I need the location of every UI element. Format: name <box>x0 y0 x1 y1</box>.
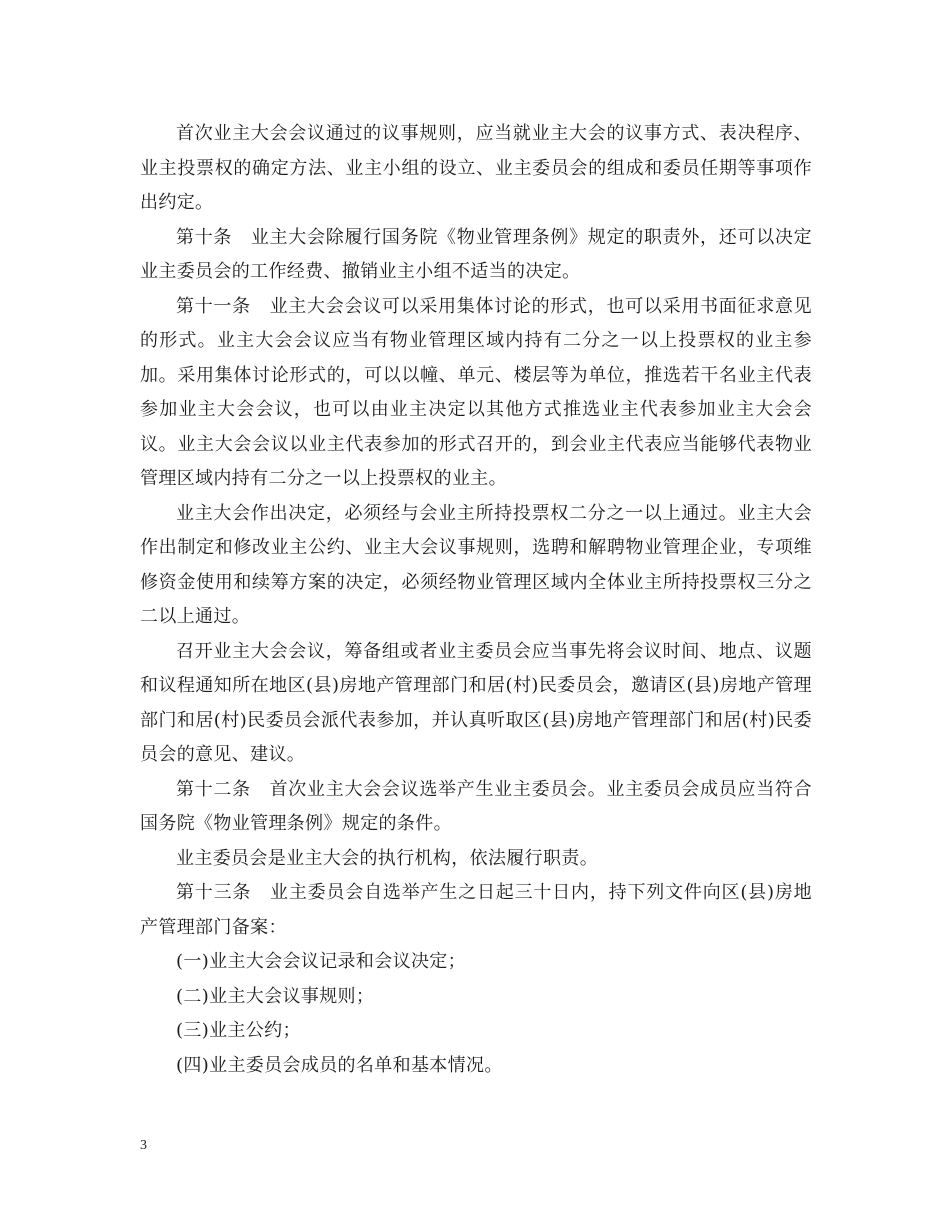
list-item-2: (二)业主大会议事规则； <box>176 985 375 1007</box>
paragraph-committee-role: 业主委员会是业主大会的执行机构，依法履行职责。 <box>176 847 599 869</box>
paragraph-article-13: 第十三条 业主委员会自选举产生之日起三十日内，持下列文件向区(县)房地产管理部门备案： <box>140 882 812 938</box>
paragraph-article-10: 第十条 业主大会除履行国务院《物业管理条例》规定的职责外，还可以决定业主委员会的工作经费、撤销业主小组不适当的决定。 <box>140 226 812 282</box>
document-body <box>140 117 812 1083</box>
paragraph-decisions: 业主大会作出决定，必须经与会业主所持投票权二分之一以上通过。业主大会作出制定和修改业主公约、业主大会议事规则，选聘和解聘物业管理企业，专项维修资金使用和续筹方案的决定，必须经物业管理区域内全体业主所持投票权三分之二以上通过。 <box>140 502 812 627</box>
list-item-4: (四)业主委员会成员的名单和基本情况。 <box>176 1054 503 1076</box>
paragraph-article-12: 第十二条 首次业主大会会议选举产生业主委员会。业主委员会成员应当符合国务院《物业管理条例》规定的条件。 <box>140 778 812 834</box>
list-item-3: (三)业主公约； <box>176 1020 301 1041</box>
paragraph-article-11: 第十一条 业主大会会议可以采用集体讨论的形式，也可以采用书面征求意见的形式。业主大会会议应当有物业管理区域内持有二分之一以上投票权的业主参加。采用集体讨论形式的，可以以幢、单元、楼层等为单位，推选若干名业主代表参加业主大会会议，也可以由业主决定以其他方式推选业主代表参加业主大会会议。业主大会会议以业主代表参加的形式召开的，到会业主代表应当能够代表物业管理区域内持有二分之一以上投票权的业主。 <box>140 295 812 489</box>
page-number: 3 <box>140 1138 147 1153</box>
paragraph-voting-rules: 首次业主大会会议通过的议事规则，应当就业主大会的议事方式、表决程序、业主投票权的确定方法、业主小组的设立、业主委员会的组成和委员任期等事项作出约定。 <box>140 123 812 213</box>
paragraph-meeting-notice: 召开业主大会会议，筹备组或者业主委员会应当事先将会议时间、地点、议题和议程通知所在地区(县)房地产管理部门和居(村)民委员会，邀请区(县)房地产管理部门和居(村)民委员会派代表参加，并认真听取区(县)房地产管理部门和居(村)民委员会的意见、建议。 <box>140 640 812 765</box>
list-item-1: (一)业主大会会议记录和会议决定； <box>176 951 466 972</box>
